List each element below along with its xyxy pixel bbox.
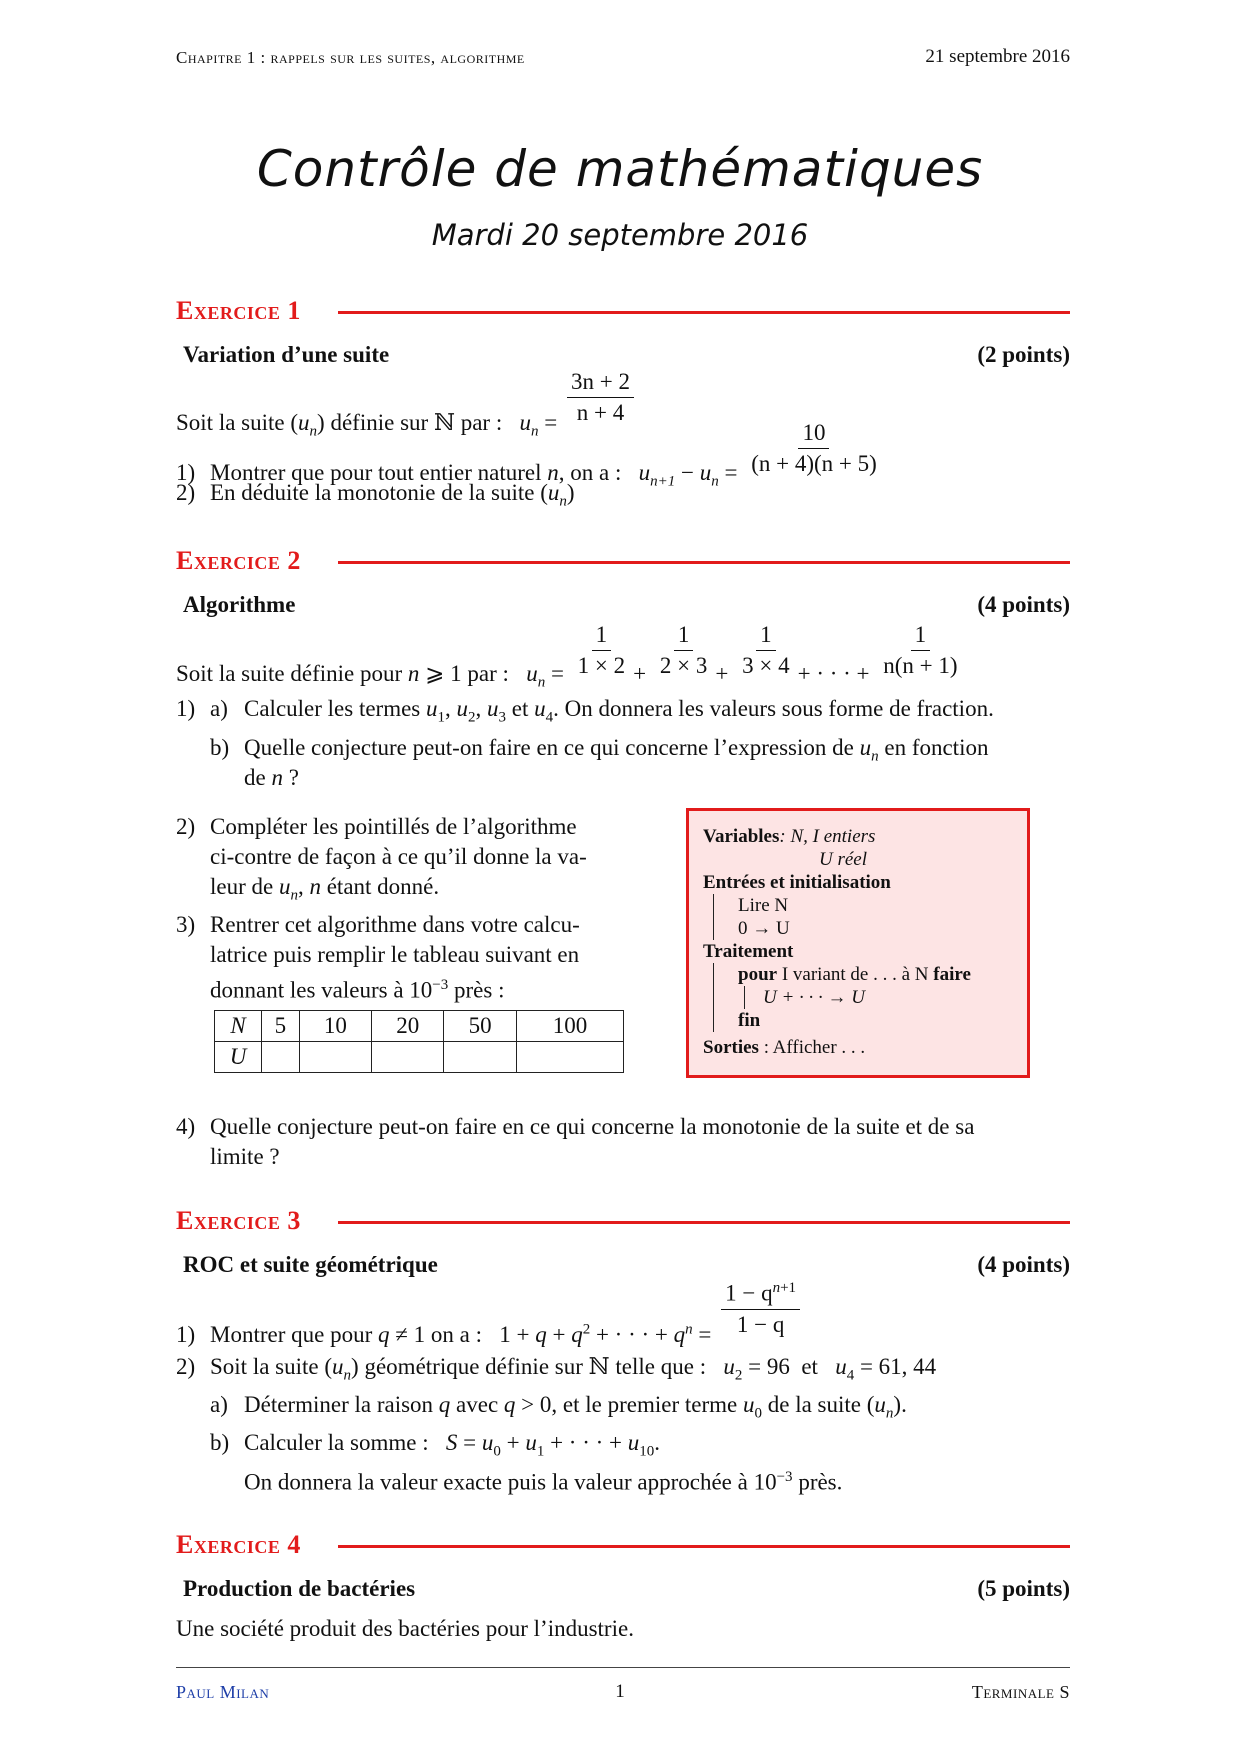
sum-fraction-n: $\frac{1}{n(n + 1)}$ (883, 622, 958, 679)
exercise-1-points: (2 points) (977, 342, 1070, 367)
table-row (215, 1011, 624, 1042)
exercise-4-heading: Exercice 4 (176, 1530, 301, 1559)
exercise-3-rule (338, 1221, 1070, 1224)
exercise-2-q1b-cont: de n ? (244, 765, 299, 790)
exercise-3-q1: 1) Montrer que pour q ≠ 1 on a : $1 + q + q^2$ + · · · + $q^n$ = $\frac{1 - q^{n+1}}{1 - q}$ (176, 1280, 804, 1339)
algorithm-box: Variables: N, I entiers U réel Entrées et initialisation Lire N 0 → U Traitement pour I variant de . . . à N faire U + · · · → U fin Sorties : Afficher . . . (686, 808, 1030, 1078)
sum-fraction-1: $\frac{1}{1 \times 2}$ (577, 622, 626, 679)
sum-fraction-3: $\frac{1}{3 \times 4}$ (742, 622, 790, 679)
exercise-4-rule (338, 1545, 1070, 1548)
un-fraction: $\frac{3n + 2}{n + 4}$ (567, 369, 634, 427)
exercise-3-subtitle: ROC et suite géométrique (183, 1252, 438, 1277)
exercise-4-subtitle: Production de bactéries (183, 1576, 416, 1601)
table-cell: 10 (299, 1011, 371, 1042)
exercise-2-points: (4 points) (977, 592, 1070, 617)
exercise-2-rule (338, 561, 1070, 564)
table-cell: 5 (262, 1011, 300, 1042)
page-date: Mardi 20 septembre 2016 (431, 218, 809, 252)
table-cell: U (229, 1044, 247, 1069)
footer-class: Terminale S (971, 1682, 1070, 1702)
exercise-3-points: (4 points) (977, 1252, 1070, 1277)
exercise-2-q1a: 1) a) Calculer les termes $u_1$, $u_2$, $u_3$ et $u_4$. On donnera les valeurs sous forme de fraction. (176, 696, 994, 726)
exercise-4-intro: Une société produit des bactéries pour l’industrie. (176, 1616, 634, 1641)
geometric-sum-fraction: $\frac{1 - q^{n+1}}{1 - q}$ (721, 1280, 800, 1339)
q1-fraction: $\frac{10}{(n + 4)(n + 5)}$ (751, 420, 877, 477)
table-cell: 20 (372, 1011, 444, 1042)
page-number: 1 (615, 1681, 625, 1702)
exercise-2-q1b: b) Quelle conjecture peut-on faire en ce qui concerne l’expression de $u_n$ en fonction (210, 735, 989, 765)
values-table (214, 1010, 624, 1073)
table-cell: 100 (516, 1011, 623, 1042)
exercise-1-q1: 1) Montrer que pour tout entier naturel n, on a : $u_{n+1} - u_n$ = $\frac{10}{(n + 4)(n + 5)}$ (176, 420, 885, 478)
table-cell: N (230, 1013, 246, 1038)
header-right: 21 septembre 2016 (925, 46, 1070, 67)
table-cell[interactable] (444, 1042, 516, 1073)
table-cell[interactable] (372, 1042, 444, 1073)
exercise-2-q3: 3) Rentrer cet algorithme dans votre calcu- latrice puis remplir le tableau suivant en donnant les valeurs à $10^{-3}$ près : (176, 912, 580, 1003)
exercise-3-q2b-cont: On donnera la valeur exacte puis la valeur approchée à $10^{-3}$ près. (244, 1469, 843, 1495)
table-row (215, 1042, 624, 1073)
table-cell[interactable] (516, 1042, 623, 1073)
exercise-3-heading: Exercice 3 (176, 1206, 301, 1235)
footer-author: Paul Milan (176, 1682, 270, 1702)
table-cell[interactable] (262, 1042, 300, 1073)
exercise-2-q4: 4) Quelle conjecture peut-on faire en ce qui concerne la monotonie de la suite et de sa limite ? (176, 1114, 975, 1169)
exercise-2-intro: Soit la suite définie pour n ⩾ 1 par : $u_n$ = $\frac{1}{1 \times 2}$ + $\frac{1}{2 \times 3}$ + $\frac{1}{3 \times 4}$ + · · · + $\frac{1}{n(n + 1)}$ (176, 622, 966, 680)
exercise-3-q2b: b) Calculer la somme : $S = u_0 + u_1$ + · · · + $u_{10}$. (210, 1430, 660, 1460)
exercise-1-rule (338, 311, 1070, 314)
exercise-4-points: (5 points) (977, 1576, 1070, 1601)
exercise-1-q2: 2) En déduite la monotonie de la suite $(u_n)$ (176, 480, 575, 510)
exercise-3-q2a: a) Déterminer la raison q avec q > 0, et le premier terme $u_0$ de la suite $(u_n)$. (210, 1392, 907, 1422)
header-left: Chapitre 1 : rappels sur les suites, algorithme (176, 48, 525, 67)
table-cell[interactable] (299, 1042, 371, 1073)
footer-rule (176, 1667, 1070, 1668)
exercise-2-subtitle: Algorithme (183, 592, 296, 617)
exercise-2-heading: Exercice 2 (176, 546, 301, 575)
exercise-2-q2: 2) Compléter les pointillés de l’algorithme ci-contre de façon à ce qu’il donne la va- leur de $u_n$, n étant donné. (176, 814, 587, 904)
table-cell: 50 (444, 1011, 516, 1042)
page-title: Contrôle de mathématiques (256, 140, 984, 198)
sum-fraction-2: $\frac{1}{2 \times 3}$ (659, 622, 708, 679)
exercise-1-heading: Exercice 1 (176, 296, 301, 325)
exercise-3-q2: 2) Soit la suite $(u_n)$ géométrique définie sur ℕ telle que : $u_2 = 96$ et $u_4 = 61$, 44 (176, 1354, 937, 1384)
exercise-1-intro: Soit la suite $(u_n)$ définie sur ℕ par : $u_n$ = $\frac{3n + 2}{n + 4}$ (176, 369, 638, 427)
exercise-1-subtitle: Variation d’une suite (183, 342, 390, 367)
